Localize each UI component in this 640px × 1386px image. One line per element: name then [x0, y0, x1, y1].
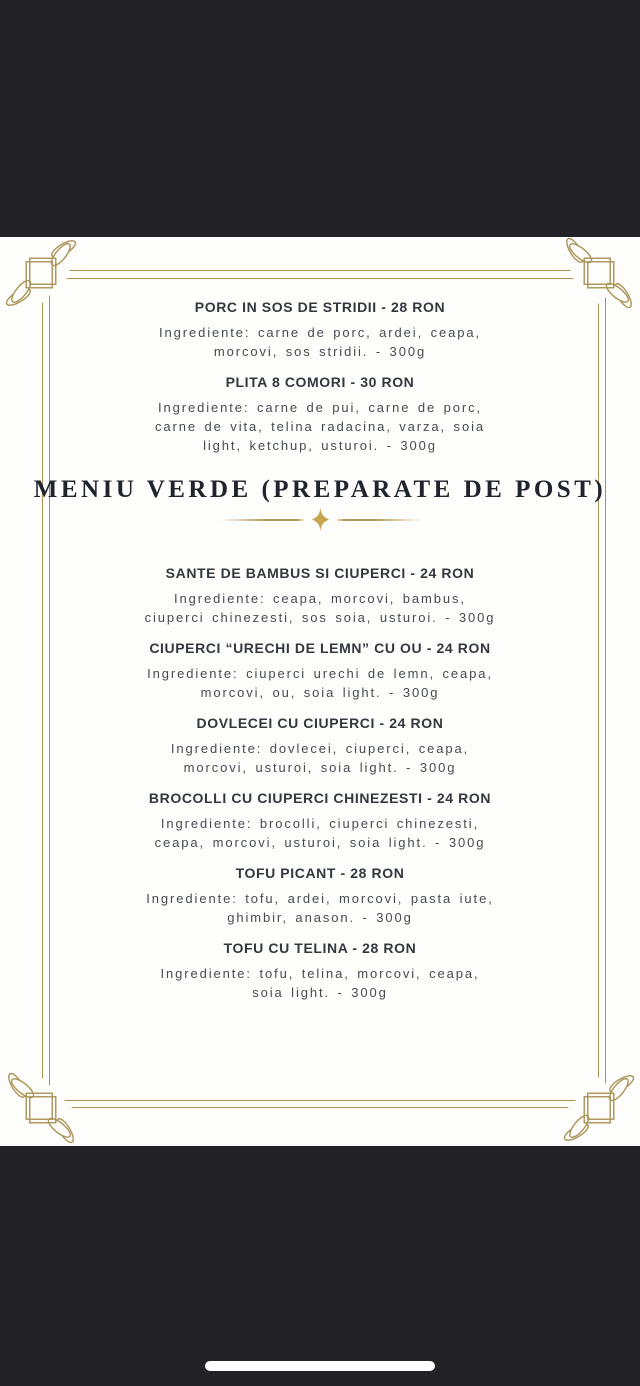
home-indicator[interactable]	[205, 1361, 435, 1371]
menu-item-ingredients: Ingrediente: tofu, telina, morcovi, ceapa, soia light. - 300g	[160, 966, 480, 1000]
section-heading	[10, 476, 630, 531]
menu-item-ingredients: Ingrediente: carne de pui, carne de porc, carne de vita, telina radacina, varza, soia light, ketchup, usturoi. - 300g	[155, 400, 485, 453]
section-title: MENIU VERDE (PREPARATE DE POST)	[33, 476, 607, 503]
divider-line-right	[337, 519, 421, 521]
menu-item	[90, 640, 550, 702]
menu-item-title: DOVLECEI CU CIUPERCI - 24 RON	[196, 715, 444, 731]
divider-line-left	[220, 519, 304, 521]
gold-divider	[10, 508, 630, 531]
menu-item	[90, 299, 550, 361]
menu-item-title: SANTE DE BAMBUS SI CIUPERCI - 24 RON	[165, 565, 475, 581]
menu-item-title: PLITA 8 COMORI - 30 RON	[225, 374, 415, 390]
menu-content	[0, 237, 640, 1146]
menu-item-title: CIUPERCI “URECHI DE LEMN” CU OU - 24 RON	[149, 640, 491, 656]
top-letterbox	[0, 0, 640, 237]
menu-item-title: TOFU PICANT - 28 RON	[235, 865, 405, 881]
menu-item	[90, 940, 550, 1002]
menu-item-ingredients: Ingrediente: brocolli, ciuperci chinezesti, ceapa, morcovi, usturoi, soia light. - 300g	[154, 816, 486, 850]
menu-item	[90, 565, 550, 627]
menu-item-ingredients: Ingrediente: ceapa, morcovi, bambus, ciuperci chinezesti, sos soia, usturoi. - 300g	[144, 591, 496, 625]
menu-item-ingredients: Ingrediente: ciuperci urechi de lemn, ceapa, morcovi, ou, soia light. - 300g	[147, 666, 493, 700]
four-point-star-icon	[312, 508, 329, 531]
menu-item	[90, 374, 550, 455]
menu-item-title: TOFU CU TELINA - 28 RON	[223, 940, 417, 956]
menu-item-ingredients: Ingrediente: tofu, ardei, morcovi, pasta iute, ghimbir, anason. - 300g	[146, 891, 494, 925]
menu-item	[90, 865, 550, 927]
menu-item-ingredients: Ingrediente: dovlecei, ciuperci, ceapa, morcovi, usturoi, soia light. - 300g	[170, 741, 470, 775]
menu-item-title: BROCOLLI CU CIUPERCI CHINEZESTI - 24 RON	[148, 790, 492, 806]
menu-item	[90, 715, 550, 777]
bottom-letterbox	[0, 1146, 640, 1386]
menu-item-title: PORC IN SOS DE STRIDII - 28 RON	[194, 299, 446, 315]
menu-item-ingredients: Ingrediente: carne de porc, ardei, ceapa, morcovi, sos stridii. - 300g	[158, 325, 482, 359]
menu-item	[90, 790, 550, 852]
menu-page	[0, 237, 640, 1146]
